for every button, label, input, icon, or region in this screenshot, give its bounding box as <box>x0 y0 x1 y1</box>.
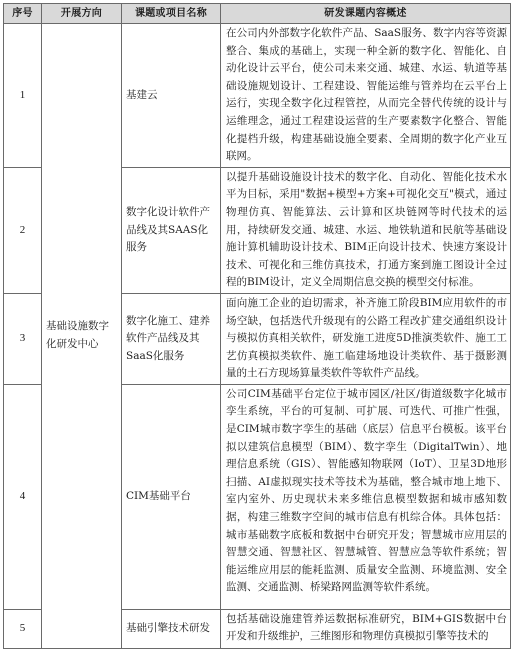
project-content <box>221 609 511 648</box>
header-content: 研发课题内容概述 <box>221 4 511 24</box>
row-number: 2 <box>4 167 42 293</box>
research-direction-cell: 基础设施数字化研发中心 <box>42 24 122 649</box>
header-direction: 开展方向 <box>42 4 122 24</box>
project-name: CIM基础平台 <box>122 384 221 609</box>
rd-projects-table <box>3 3 511 649</box>
row-number: 3 <box>4 293 42 384</box>
project-name: 数字化施工、建养软件产品线及其SaaS化服务 <box>122 293 221 384</box>
project-name: 基础引擎技术研发 <box>122 609 221 648</box>
project-content-text: 公司CIM基础平台定位于城市园区/社区/街道级数字化城市孪生系统，平台的可复制、可扩展、可迭代、可推广性强，是CIM城市数字孪生的基础（底层）信息平台模板。该平台拟以建筑信息模型（BIM）、数字孪生（DigitalTwin）、地理信息系统（GIS）、智能感知物联网（IoT）、卫星3D地形扫描、AI虚拟现实技术等技术为基础，整合城市地上地下、室内室外、历史现状未来多维信息模型数据和城市感知数据，构建三维数字空间的城市信息有机综合体。具体包括：城市基础数字底板和数据中台研究开发；智慧城市应用层的智慧交通、智慧社区、智慧城管、智慧应急等软件系统；智能运维应用层的能耗监测、质量安全监测、环境监测、安全监测、交通监测、桥梁路网监测等软件系统。 <box>226 387 507 594</box>
project-content <box>221 24 511 168</box>
project-content-text: 在公司内外部数字化软件产品、SaaS服务、数字内容等资源整合、集成的基础上，实现一种全新的数字化、智能化、自动化设计云平台，使公司未来交通、城建、水运、轨道等基础设施规划设计、工程建设、智能运维与管养均在云平台上运行，实现全数字化过程管控，从而完全替代传统的设计与运维理念，通过工程建设运营的生产要素数字化整合、智能化提档升级，构建基础设施全要素、全周期的数字化产业互联网。 <box>226 27 507 163</box>
project-content <box>221 384 511 609</box>
project-content <box>221 293 511 384</box>
table-row <box>4 24 511 168</box>
table-header-row <box>4 4 511 24</box>
project-content-text: 以提升基础设施设计技术的数字化、自动化、智能化技术水平为目标，采用"数据+模型+方案+可视化交互"模式，通过物理仿真、智能算法、云计算和区块链网等时代技术的运用，持续研发交通、城建、水运、地铁轨道和民航等基础设施计算机辅助设计技术、BIM正向设计技术、快速方案设计技术、可视化和三维仿真技术，打通方案到施工图设计全过程的BIM设计，定义全周期信息交换的模型交付标准。 <box>226 170 507 289</box>
project-content-text: 面向施工企业的迫切需求，补齐施工阶段BIM应用软件的市场空缺，包括迭代升级现有的公路工程改扩建交通组织设计与模拟仿真相关软件，研发施工进度5D推演类软件、施工工艺仿真模拟类软件、施工临建场地设计类软件、基于摄影测量的土石方现场算量类软件等软件产品线。 <box>226 296 507 380</box>
row-number: 5 <box>4 609 42 648</box>
project-content-text: 包括基础设施建管养运数据标准研究，BIM+GIS数据中台开发和升级维护，三维图形和物理仿真模拟引擎等技术的 <box>226 612 507 643</box>
header-project-name: 课题或项目名称 <box>122 4 221 24</box>
header-no: 序号 <box>4 4 42 24</box>
project-name: 基建云 <box>122 24 221 168</box>
row-number: 4 <box>4 384 42 609</box>
row-number: 1 <box>4 24 42 168</box>
project-name: 数字化设计软件产品线及其SAAS化服务 <box>122 167 221 293</box>
project-content <box>221 167 511 293</box>
